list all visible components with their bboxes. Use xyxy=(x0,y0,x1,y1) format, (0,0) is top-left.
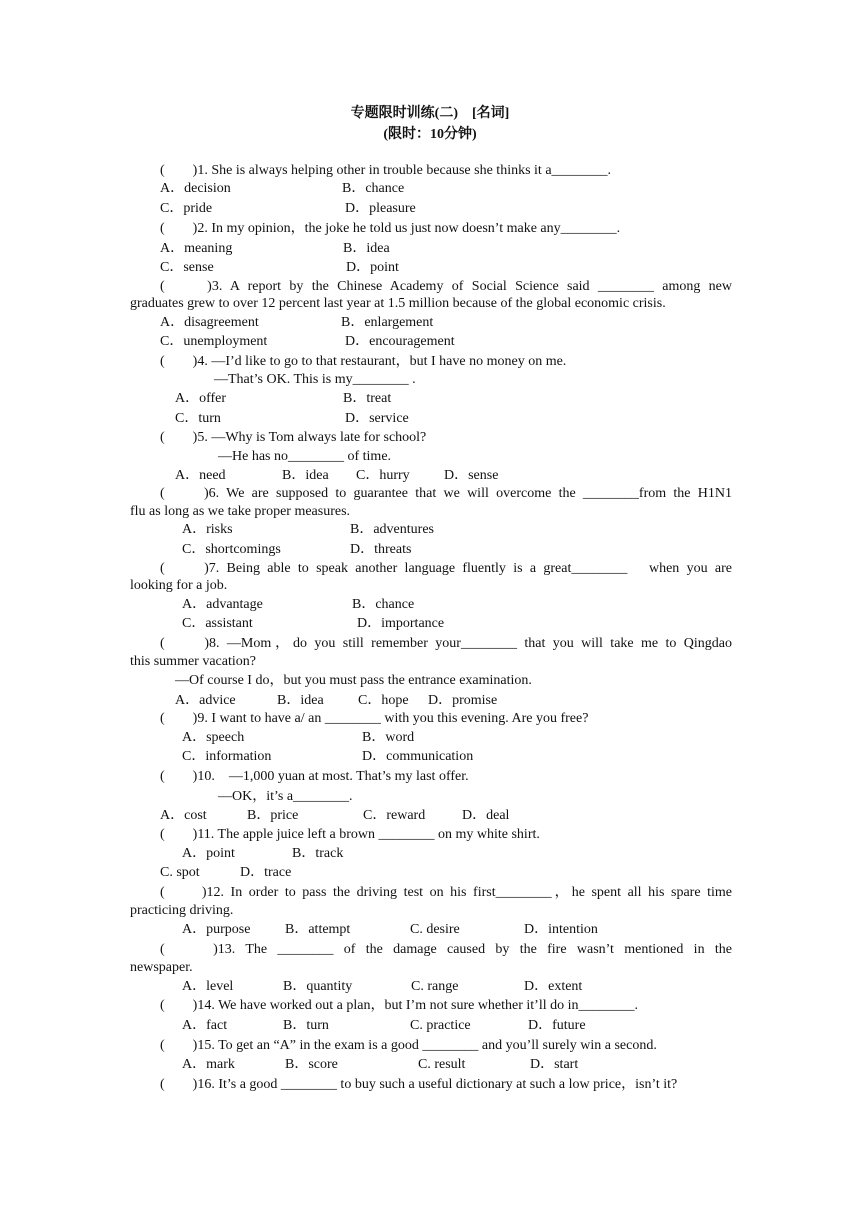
question-4-option-b: B．treat xyxy=(343,391,392,406)
question-4-option-a: A．offer xyxy=(175,391,227,406)
question-4-option-d: D．service xyxy=(345,411,409,426)
question-13-stem-continued: newspaper. xyxy=(130,960,193,975)
question-11-stem: ( )11. The apple juice left a brown ________ on my white shirt. xyxy=(160,827,540,842)
question-6-option-a: A．risks xyxy=(182,522,233,537)
question-7-option-d: D．importance xyxy=(357,616,445,631)
question-15-stem: ( )15. To get an “A” in the exam is a good ________ and you’ll surely win a second. xyxy=(160,1038,657,1053)
question-3-option-b: B．enlargement xyxy=(341,315,434,330)
question-13-option-a: A．level xyxy=(182,979,234,994)
question-3-option-d: D．encouragement xyxy=(345,334,455,349)
question-1-option-a: A．decision xyxy=(160,181,231,196)
question-14-option-a: A．fact xyxy=(182,1018,228,1033)
question-12-stem: ( )12. In order to pass the driving test on his first________，he spent all his spare time xyxy=(160,885,732,900)
question-15-option-a: A．mark xyxy=(182,1057,235,1072)
question-8-option-b: B．idea xyxy=(277,693,324,708)
question-15-option-b: B．score xyxy=(285,1057,338,1072)
page-title: 专题限时训练(二) [名词] xyxy=(350,106,510,121)
question-1-option-d: D．pleasure xyxy=(345,201,416,216)
question-4-stem: ( )4. —I’d like to go to that restaurant，but I have no money on me. xyxy=(160,354,567,369)
question-9-stem: ( )9. I want to have a/ an ________ with you this evening. Are you free? xyxy=(160,711,589,726)
question-2-option-c: C．sense xyxy=(160,260,214,275)
question-10-option-a: A．cost xyxy=(160,808,207,823)
question-4-dialogue: —That’s OK. This is my________ . xyxy=(214,372,416,387)
question-12-option-a: A．purpose xyxy=(182,922,251,937)
question-7-stem: ( )7. Being able to speak another language fluently is a great________ when you are xyxy=(160,561,732,576)
question-1-option-c: C．pride xyxy=(160,201,213,216)
question-13-option-d: D．extent xyxy=(524,979,583,994)
question-3-option-a: A．disagreement xyxy=(160,315,259,330)
question-4-option-c: C．turn xyxy=(175,411,221,426)
page-subtitle: (限时：10分钟) xyxy=(383,127,477,142)
question-3-stem-continued: graduates grew to over 12 percent last year at 1.5 million because of the global economic crisis. xyxy=(130,296,666,311)
question-8-option-a: A．advice xyxy=(175,693,236,708)
question-13-stem: ( )13. The ________ of the damage caused by the fire wasn’t mentioned in the xyxy=(160,942,732,957)
question-11-option-c: C. spot xyxy=(160,865,200,880)
question-16-stem: ( )16. It’s a good ________ to buy such a useful dictionary at such a low price，isn’t it? xyxy=(160,1077,678,1092)
question-9-option-a: A．speech xyxy=(182,730,245,745)
question-12-option-b: B．attempt xyxy=(285,922,351,937)
question-6-option-c: C．shortcomings xyxy=(182,542,281,557)
question-6-stem-continued: flu as long as we take proper measures. xyxy=(130,504,351,519)
question-5-stem: ( )5. —Why is Tom always late for school? xyxy=(160,430,427,445)
question-15-option-c: C. result xyxy=(418,1057,466,1072)
question-3-stem: ( )3. A report by the Chinese Academy of Social Science said ________ among new xyxy=(160,279,732,294)
question-14-option-d: D．future xyxy=(528,1018,586,1033)
question-12-option-c: C. desire xyxy=(410,922,460,937)
question-14-stem: ( )14. We have worked out a plan，but I’m not sure whether it’ll do in________. xyxy=(160,998,639,1013)
question-7-option-c: C．assistant xyxy=(182,616,253,631)
question-13-option-b: B．quantity xyxy=(283,979,353,994)
question-3-option-c: C．unemployment xyxy=(160,334,268,349)
question-2-option-a: A．meaning xyxy=(160,241,233,256)
question-14-option-b: B．turn xyxy=(283,1018,329,1033)
question-10-option-c: C．reward xyxy=(363,808,426,823)
question-8-stem-continued: this summer vacation? xyxy=(130,654,256,669)
question-13-option-c: C. range xyxy=(411,979,459,994)
question-7-option-a: A．advantage xyxy=(182,597,263,612)
question-8-stem: ( )8. —Mom，do you still remember your________ that you will take me to Qingdao xyxy=(160,636,732,651)
question-5-option-c: C．hurry xyxy=(356,468,410,483)
question-12-option-d: D．intention xyxy=(524,922,598,937)
question-6-stem: ( )6. We are supposed to guarantee that we will overcome the ________from the H1N1 xyxy=(160,486,732,501)
question-12-stem-continued: practicing driving. xyxy=(130,903,234,918)
question-10-dialogue: —OK，it’s a________. xyxy=(218,789,353,804)
question-5-option-a: A．need xyxy=(175,468,226,483)
question-10-option-d: D．deal xyxy=(462,808,510,823)
question-1-stem: ( )1. She is always helping other in trouble because she thinks it a________. xyxy=(160,163,612,178)
question-6-option-b: B．adventures xyxy=(350,522,434,537)
question-9-option-c: C．information xyxy=(182,749,272,764)
question-7-option-b: B．chance xyxy=(352,597,415,612)
question-10-stem: ( )10. —1,000 yuan at most. That’s my last offer. xyxy=(160,769,469,784)
question-15-option-d: D．start xyxy=(530,1057,579,1072)
question-7-stem-continued: looking for a job. xyxy=(130,578,228,593)
question-11-option-a: A．point xyxy=(182,846,235,861)
question-14-option-c: C. practice xyxy=(410,1018,471,1033)
question-2-stem: ( )2. In my opinion，the joke he told us just now doesn’t make any________. xyxy=(160,221,621,236)
question-1-option-b: B．chance xyxy=(342,181,405,196)
question-5-dialogue: —He has no________ of time. xyxy=(218,449,392,464)
question-9-option-b: B．word xyxy=(362,730,415,745)
question-5-option-d: D．sense xyxy=(444,468,499,483)
question-2-option-b: B．idea xyxy=(343,241,390,256)
question-10-option-b: B．price xyxy=(247,808,299,823)
question-9-option-d: D．communication xyxy=(362,749,474,764)
question-6-option-d: D．threats xyxy=(350,542,412,557)
question-11-option-d: D．trace xyxy=(240,865,292,880)
question-8-dialogue: —Of course I do，but you must pass the entrance examination. xyxy=(175,673,532,688)
question-11-option-b: B．track xyxy=(292,846,344,861)
question-5-option-b: B．idea xyxy=(282,468,329,483)
question-8-option-c: C．hope xyxy=(358,693,409,708)
question-2-option-d: D．point xyxy=(346,260,399,275)
question-8-option-d: D．promise xyxy=(428,693,498,708)
